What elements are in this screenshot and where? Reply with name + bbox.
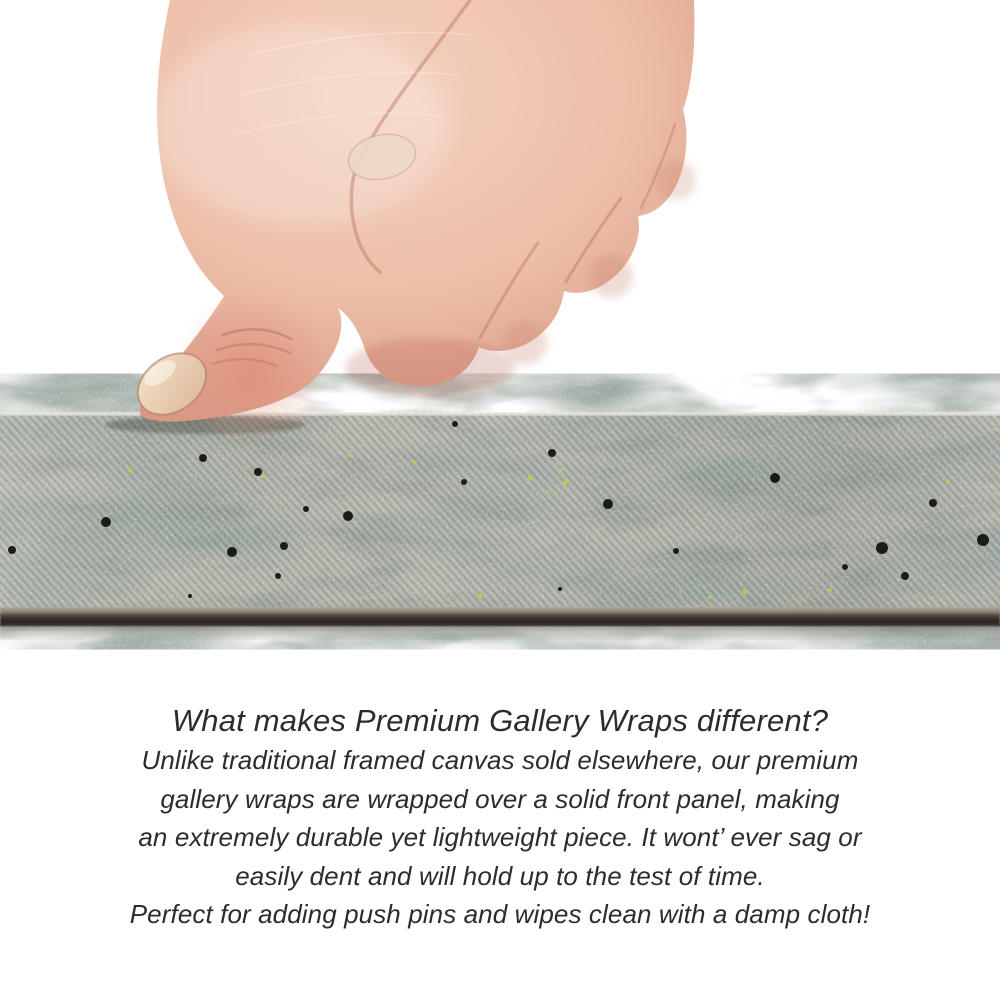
caption-block [0, 701, 1000, 934]
paint-fleck [946, 480, 950, 484]
paint-fleck [921, 473, 924, 476]
panel-drop-shadow [0, 627, 1000, 636]
caption-line-4: easily dent and will hold up to the test of time. [235, 860, 765, 891]
canvas-hole [275, 573, 281, 579]
caption-line-1: Unlike traditional framed canvas sold elsewhere, our premium [141, 745, 859, 775]
caption-line-3: an extremely durable yet lightweight piece. It wont’ ever sag or [138, 822, 862, 852]
canvas-hole [842, 564, 848, 570]
caption-line-5: Perfect for adding push pins and wipes clean with a damp cloth! [129, 899, 871, 929]
paint-fleck [742, 589, 747, 594]
knuckle-shade-1 [503, 321, 547, 365]
paint-fleck [244, 467, 247, 470]
panel-edge-dark [0, 614, 1000, 627]
knuckle-shade-2 [589, 254, 633, 298]
canvas-hole [558, 587, 562, 591]
canvas-hole [343, 511, 353, 521]
paint-fleck [558, 468, 562, 472]
canvas-hole [876, 542, 888, 554]
canvas-hole [901, 572, 909, 580]
paint-fleck [547, 491, 550, 494]
paint-fleck [527, 475, 532, 480]
knuckle-shade-3 [656, 160, 696, 200]
paint-fleck [708, 595, 712, 599]
paint-fleck [477, 593, 482, 598]
canvas-hole [977, 534, 989, 546]
canvas-hole [461, 479, 467, 485]
canvas-hole [548, 449, 556, 457]
paint-fleck [679, 591, 682, 594]
canvas-speckle-layer [0, 413, 1000, 610]
hand-highlight [150, 25, 450, 225]
canvas-hole [101, 517, 111, 527]
canvas-hole [188, 594, 192, 598]
paint-fleck [349, 454, 352, 457]
paint-fleck [799, 597, 802, 600]
canvas-hole [280, 542, 288, 550]
finger-curl-shadow [345, 338, 515, 398]
canvas-hole [199, 454, 207, 462]
caption-line-2: gallery wraps are wrapped over a solid front panel, making [160, 783, 840, 814]
canvas-band [0, 412, 1000, 636]
paint-fleck [562, 480, 567, 485]
paint-fleck [828, 588, 832, 592]
canvas-hole [603, 499, 613, 509]
canvas-hole [452, 421, 458, 427]
paint-fleck [413, 460, 417, 464]
canvas-hole [929, 499, 937, 507]
canvas-hole [770, 473, 780, 483]
canvas-hole [673, 548, 679, 554]
hand-photo [126, 0, 696, 448]
canvas-hole [8, 546, 16, 554]
caption-heading: What makes Premium Gallery Wraps different? [171, 703, 829, 738]
canvas-hole [227, 547, 237, 557]
canvas-hole [254, 468, 262, 476]
paint-fleck [127, 467, 132, 472]
canvas-hole [303, 506, 309, 512]
